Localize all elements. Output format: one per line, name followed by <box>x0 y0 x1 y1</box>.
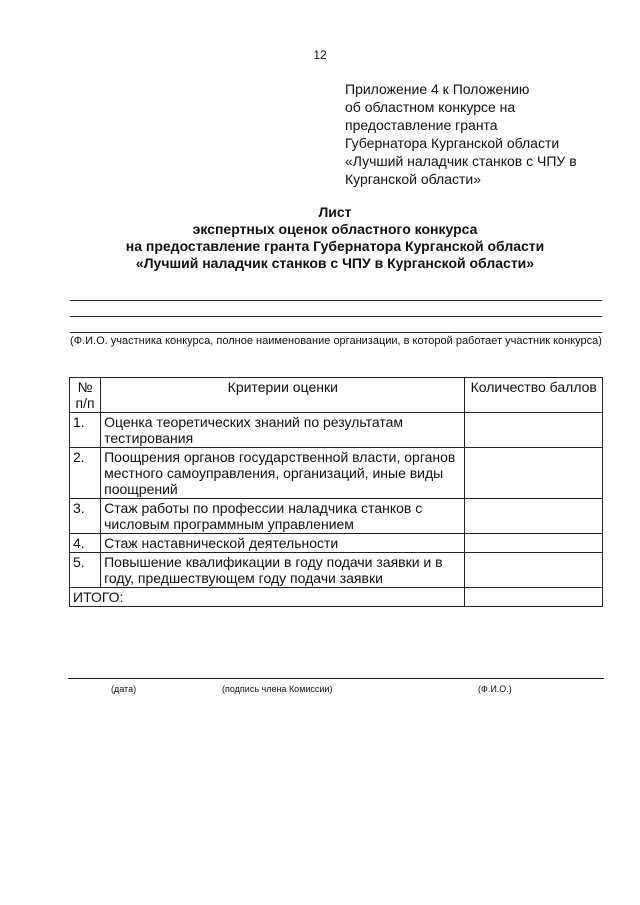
row-criterion: Поощрения органов государственной власти, органов местного самоуправления, организаций, иные виды поощрений <box>101 448 465 499</box>
row-score-cell[interactable] <box>465 534 603 553</box>
table-row <box>70 448 603 499</box>
row-num: 4. <box>70 534 101 553</box>
appendix-line: «Лучший наладчик станков с ЧПУ в <box>345 153 577 169</box>
row-num: 1. <box>70 413 101 448</box>
participant-fill-line[interactable] <box>70 316 602 317</box>
appendix-line: предоставление гранта <box>345 117 498 133</box>
row-score-cell[interactable] <box>465 499 603 534</box>
signature-date-label: (дата) <box>111 684 137 694</box>
signature-line[interactable] <box>68 678 604 679</box>
criteria-table <box>69 377 603 607</box>
row-num: 5. <box>70 553 101 588</box>
row-score-cell[interactable] <box>465 448 603 499</box>
table-row <box>70 534 603 553</box>
row-criterion: Стаж наставнической деятельности <box>101 534 465 553</box>
row-criterion: Стаж работы по профессии наладчика станков с числовым программным управлением <box>101 499 465 534</box>
total-label: ИТОГО: <box>70 588 465 607</box>
signature-sign-label: (подпись члена Комиссии) <box>222 684 333 694</box>
row-score-cell[interactable] <box>465 413 603 448</box>
participant-caption: (Ф.И.О. участника конкурса, полное наименование организации, в которой работает участник конкурса) <box>70 335 602 347</box>
title-line: «Лучший наладчик станков с ЧПУ в Курганской области» <box>135 255 535 271</box>
row-num: 3. <box>70 499 101 534</box>
document-title <box>0 204 640 272</box>
participant-fill-line[interactable] <box>70 300 602 301</box>
row-criterion: Оценка теоретических знаний по результатам тестирования <box>101 413 465 448</box>
title-line: экспертных оценок областного конкурса <box>192 221 478 237</box>
table-total-row <box>70 588 603 607</box>
header-num: № п/п <box>70 378 101 413</box>
table-row <box>70 499 603 534</box>
row-num: 2. <box>70 448 101 499</box>
table-row <box>70 553 603 588</box>
appendix-line: Губернатора Курганской области <box>345 135 560 151</box>
table-header-row <box>70 378 603 413</box>
row-score-cell[interactable] <box>465 553 603 588</box>
title-line: на предоставление гранта Губернатора Курганской области <box>125 238 545 254</box>
header-criteria: Критерии оценки <box>101 378 465 413</box>
appendix-line: Приложение 4 к Положению <box>345 81 530 97</box>
header-score: Количество баллов <box>465 378 603 413</box>
table-row <box>70 413 603 448</box>
appendix-line: об областном конкурсе на <box>345 99 516 115</box>
page-number: 12 <box>313 48 327 62</box>
total-score-cell[interactable] <box>465 588 603 607</box>
row-criterion: Повышение квалификации в году подачи заявки и в году, предшествующем году подачи заявки <box>101 553 465 588</box>
appendix-line: Курганской области» <box>345 171 482 187</box>
appendix-note <box>345 80 577 188</box>
title-line: Лист <box>318 204 352 220</box>
signature-name-label: (Ф.И.О.) <box>478 684 512 694</box>
participant-fill-line[interactable] <box>70 332 602 333</box>
